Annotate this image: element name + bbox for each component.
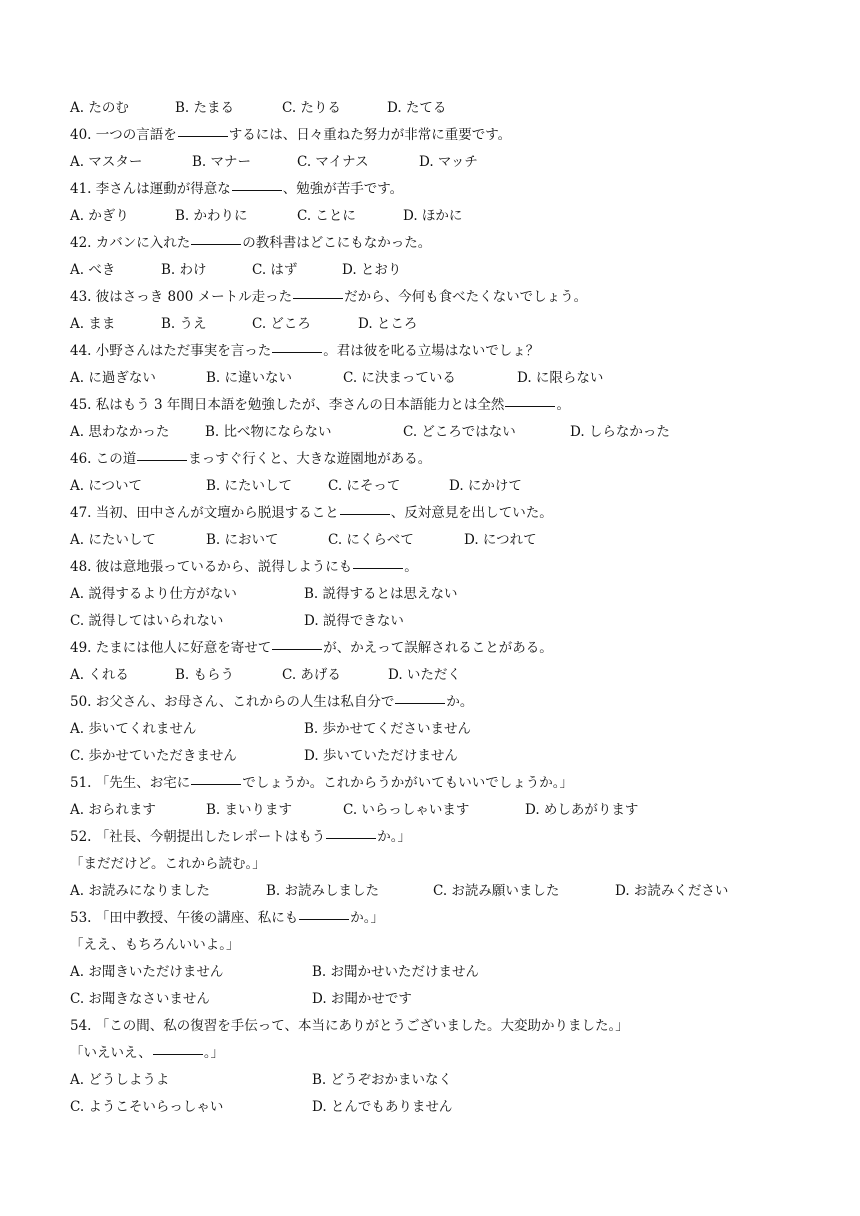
answer-option: C. お読み願いました bbox=[433, 883, 560, 899]
answer-option: A. に過ぎない bbox=[70, 370, 156, 386]
question-text-tail: 。 bbox=[404, 559, 418, 575]
answer-option: D. ほかに bbox=[403, 208, 463, 224]
answer-option: B. 比べ物にならない bbox=[205, 424, 332, 440]
question-text-tail: するには、日々重ねた努力が非常に重要です。 bbox=[228, 127, 512, 143]
answer-option: B. に違いない bbox=[206, 370, 293, 386]
question-line bbox=[70, 338, 810, 365]
answer-blank bbox=[340, 513, 390, 515]
answer-option: A. かぎり bbox=[70, 208, 129, 224]
answer-blank bbox=[272, 648, 322, 650]
question-text: 41. 李さんは運動が得意な bbox=[70, 181, 231, 197]
text-line: 54. 「この間、私の復習を手伝って、本当にありがとうございました。大変助かりました。」 bbox=[70, 1018, 629, 1034]
question-line bbox=[70, 176, 810, 203]
answer-option: A. について bbox=[70, 478, 143, 494]
answer-option: C. ようこそいらっしゃい bbox=[70, 1099, 224, 1115]
options-row bbox=[70, 797, 810, 824]
options-row bbox=[70, 662, 810, 689]
answer-option: C. ことに bbox=[297, 208, 356, 224]
answer-option: D. しらなかった bbox=[570, 424, 670, 440]
answer-option: C. はず bbox=[252, 262, 298, 278]
answer-option: A. お聞きいただけません bbox=[70, 964, 224, 980]
question-line bbox=[70, 770, 810, 797]
answer-option: A. べき bbox=[70, 262, 116, 278]
answer-option: C. にくらべて bbox=[328, 532, 414, 548]
options-row bbox=[70, 257, 810, 284]
options-row bbox=[70, 365, 810, 392]
question-text-tail: か。」 bbox=[350, 910, 385, 926]
answer-option: C. どころ bbox=[252, 316, 311, 332]
answer-option: B. もらう bbox=[175, 667, 235, 683]
answer-option: C. 歩かせていただきません bbox=[70, 748, 237, 764]
question-text: 53. 「田中教授、午後の講座、私にも bbox=[70, 910, 299, 926]
question-text-tail: 。 bbox=[556, 397, 570, 413]
question-text-tail: か。 bbox=[446, 694, 474, 710]
answer-option: B. 歩かせてくださいません bbox=[304, 721, 472, 737]
answer-option: B. において bbox=[206, 532, 279, 548]
answer-option: A. たのむ bbox=[70, 100, 129, 116]
question-text: 40. 一つの言語を bbox=[70, 127, 177, 143]
answer-option: D. お聞かせです bbox=[312, 991, 412, 1007]
options-row bbox=[70, 419, 810, 446]
options-row bbox=[70, 473, 810, 500]
question-line bbox=[70, 689, 810, 716]
options-row bbox=[70, 1067, 810, 1094]
question-text-tail: だから、今何も食べたくないでしょう。 bbox=[344, 289, 588, 305]
question-text: 52. 「社長、今朝提出したレポートはもう bbox=[70, 829, 326, 845]
answer-blank bbox=[178, 135, 228, 137]
options-row bbox=[70, 581, 810, 608]
question-text: 51. 「先生、お宅に bbox=[70, 775, 191, 791]
answer-option: B. どうぞおかまいなく bbox=[312, 1072, 453, 1088]
answer-option: C. いらっしゃいます bbox=[343, 802, 470, 818]
text-line: 「ええ、もちろんいいよ。」 bbox=[70, 937, 240, 953]
options-row bbox=[70, 95, 810, 122]
question-text: 「いえいえ、 bbox=[70, 1045, 152, 1061]
answer-option: D. 歩いていただけません bbox=[304, 748, 458, 764]
answer-option: B. お読みしました bbox=[266, 883, 380, 899]
question-text-tail: 、勉強が苦手です。 bbox=[282, 181, 404, 197]
answer-option: C. に決まっている bbox=[343, 370, 456, 386]
answer-option: A. にたいして bbox=[70, 532, 156, 548]
answer-option: A. おられます bbox=[70, 802, 156, 818]
options-row bbox=[70, 743, 810, 770]
question-line bbox=[70, 284, 810, 311]
answer-option: A. まま bbox=[70, 316, 116, 332]
answer-option: C. たりる bbox=[282, 100, 341, 116]
question-text-tail: の教科書はどこにもなかった。 bbox=[242, 235, 432, 251]
options-row bbox=[70, 608, 810, 635]
answer-option: A. 歩いてくれません bbox=[70, 721, 197, 737]
exam-content bbox=[70, 95, 810, 1121]
options-row bbox=[70, 203, 810, 230]
answer-option: D. めしあがります bbox=[525, 802, 639, 818]
answer-blank bbox=[191, 783, 241, 785]
question-text: 50. お父さん、お母さん、これからの人生は私自分で bbox=[70, 694, 395, 710]
answer-option: D. 説得できない bbox=[304, 613, 404, 629]
answer-blank bbox=[272, 351, 322, 353]
answer-option: C. にそって bbox=[328, 478, 401, 494]
answer-option: B. にたいして bbox=[206, 478, 293, 494]
question-text-tail: 。」 bbox=[203, 1045, 225, 1061]
answer-blank bbox=[153, 1053, 203, 1055]
answer-option: A. マスター bbox=[70, 154, 143, 170]
answer-option: C. マイナス bbox=[297, 154, 369, 170]
answer-option: C. 説得してはいられない bbox=[70, 613, 224, 629]
answer-option: B. 説得するとは思えない bbox=[304, 586, 458, 602]
answer-option: D. に限らない bbox=[517, 370, 604, 386]
question-text: 46. この道 bbox=[70, 451, 137, 467]
options-row bbox=[70, 986, 810, 1013]
answer-option: C. あげる bbox=[282, 667, 341, 683]
options-row bbox=[70, 716, 810, 743]
question-line bbox=[70, 824, 810, 851]
question-line bbox=[70, 635, 810, 662]
question-line bbox=[70, 230, 810, 257]
answer-blank bbox=[395, 702, 445, 704]
question-text-tail: まっすぐ行くと、大きな遊園地がある。 bbox=[188, 451, 432, 467]
text-line: 「まだだけど。これから読む。」 bbox=[70, 856, 266, 872]
answer-option: D. につれて bbox=[464, 532, 537, 548]
answer-blank bbox=[505, 405, 555, 407]
answer-option: D. マッチ bbox=[419, 154, 478, 170]
answer-blank bbox=[232, 189, 282, 191]
question-line bbox=[70, 1040, 810, 1067]
answer-blank bbox=[326, 837, 376, 839]
answer-option: D. お読みください bbox=[615, 883, 729, 899]
question-text-tail: 。君は彼を叱る立場はないでしょ？ bbox=[323, 343, 540, 359]
question-text-tail: か。」 bbox=[377, 829, 412, 845]
answer-option: B. かわりに bbox=[175, 208, 248, 224]
answer-option: D. たてる bbox=[387, 100, 447, 116]
answer-option: A. どうしようよ bbox=[70, 1072, 170, 1088]
answer-option: B. マナー bbox=[192, 154, 252, 170]
question-text-tail: でしょうか。これからうかがいてもいいでしょうか。」 bbox=[242, 775, 574, 791]
question-text: 42. カバンに入れた bbox=[70, 235, 191, 251]
question-line bbox=[70, 446, 810, 473]
answer-option: B. うえ bbox=[161, 316, 207, 332]
answer-blank bbox=[137, 459, 187, 461]
question-text: 48. 彼は意地張っているから、説得しようにも bbox=[70, 559, 353, 575]
options-row bbox=[70, 878, 810, 905]
options-row bbox=[70, 1094, 810, 1121]
options-row bbox=[70, 311, 810, 338]
answer-blank bbox=[299, 918, 349, 920]
question-text: 45. 私はもう 3 年間日本語を勉強したが、李さんの日本語能力とは全然 bbox=[70, 397, 505, 413]
answer-option: D. とんでもありません bbox=[312, 1099, 453, 1115]
question-text-tail: が、かえって誤解されることがある。 bbox=[323, 640, 553, 656]
answer-option: B. お聞かせいただけません bbox=[312, 964, 480, 980]
question-line bbox=[70, 905, 810, 932]
answer-option: D. にかけて bbox=[449, 478, 522, 494]
answer-option: A. 説得するより仕方がない bbox=[70, 586, 237, 602]
answer-option: B. まいります bbox=[206, 802, 293, 818]
question-line bbox=[70, 122, 810, 149]
question-line bbox=[70, 500, 810, 527]
options-row bbox=[70, 149, 810, 176]
answer-option: A. くれる bbox=[70, 667, 129, 683]
question-line bbox=[70, 392, 810, 419]
answer-option: C. どころではない bbox=[403, 424, 516, 440]
answer-option: A. お読みになりました bbox=[70, 883, 210, 899]
answer-option: B. たまる bbox=[175, 100, 235, 116]
question-text: 47. 当初、田中さんが文壇から脱退すること bbox=[70, 505, 339, 521]
question-text: 49. たまには他人に好意を寄せて bbox=[70, 640, 272, 656]
answer-option: B. わけ bbox=[161, 262, 207, 278]
question-text: 44. 小野さんはただ事実を言った bbox=[70, 343, 272, 359]
options-row bbox=[70, 959, 810, 986]
answer-option: C. お聞きなさいません bbox=[70, 991, 210, 1007]
answer-blank bbox=[293, 297, 343, 299]
question-text: 43. 彼はさっき 800 メートル走った bbox=[70, 289, 293, 305]
answer-blank bbox=[353, 567, 403, 569]
answer-option: D. ところ bbox=[358, 316, 418, 332]
answer-option: D. いただく bbox=[388, 667, 461, 683]
answer-option: A. 思わなかった bbox=[70, 424, 170, 440]
answer-blank bbox=[191, 243, 241, 245]
question-text-tail: 、反対意見を出していた。 bbox=[390, 505, 553, 521]
question-line bbox=[70, 554, 810, 581]
answer-option: D. とおり bbox=[342, 262, 402, 278]
options-row bbox=[70, 527, 810, 554]
